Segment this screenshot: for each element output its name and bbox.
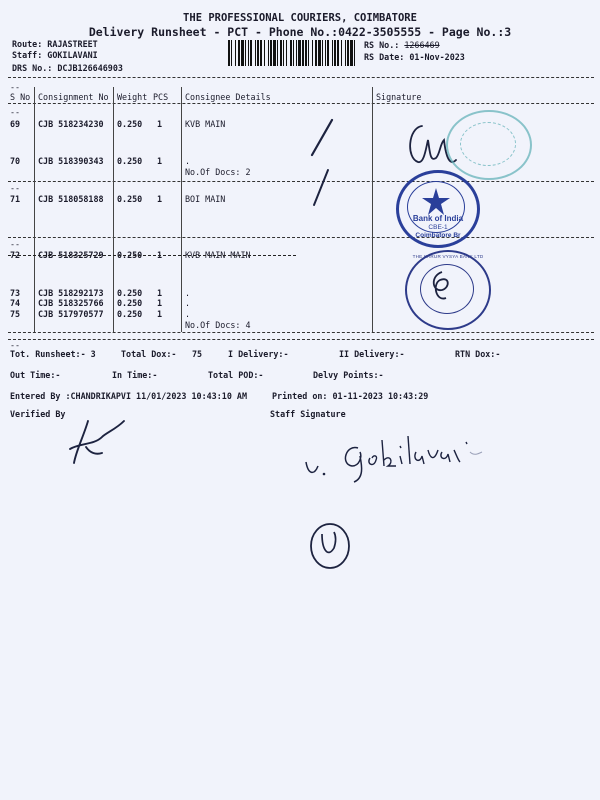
row-sno: 71 xyxy=(10,194,21,204)
barcode-bar xyxy=(228,40,230,66)
boi-stamp-branch: CBE-1 xyxy=(428,224,448,231)
row-pcs: 1 xyxy=(157,119,163,129)
double-dash: -- xyxy=(10,107,21,117)
total-dox-value: 75 xyxy=(192,349,203,359)
column-divider xyxy=(113,87,114,332)
barcode-bar xyxy=(250,40,252,66)
row-sno: 69 xyxy=(10,119,21,129)
barcode-bar xyxy=(327,40,329,66)
row-consignment: CJB 517970577 xyxy=(38,309,104,319)
staff-handwritten-signature xyxy=(300,422,490,492)
stamp-inner-ring xyxy=(460,122,516,166)
rs-number-label: RS No.: xyxy=(364,40,400,50)
i-delivery: I Delivery:- xyxy=(228,349,289,359)
row-details: . xyxy=(185,288,191,298)
barcode-bar xyxy=(238,40,240,66)
barcode-bar xyxy=(241,40,244,66)
rs-number-value: 1266469 xyxy=(404,40,440,50)
drs-number: DRS No.: DCJB126646903 xyxy=(12,63,123,73)
ii-delivery: II Delivery:- xyxy=(339,349,405,359)
row-consignment: CJB 518325766 xyxy=(38,298,104,308)
row-details: . xyxy=(185,156,191,166)
row-details: KVB MAIN MAIN xyxy=(185,250,251,260)
col-header-consignment: Consignment No xyxy=(38,92,109,102)
barcode-bar xyxy=(270,40,272,66)
circled-mark xyxy=(306,520,356,574)
row-note: No.Of Docs: 4 xyxy=(185,320,251,330)
printed-on: Printed on: 01-11-2023 10:43:29 xyxy=(272,391,429,401)
staff-label: Staff: GOKILAVANI xyxy=(12,50,98,60)
divider xyxy=(8,77,594,78)
row-pcs: 1 xyxy=(157,288,163,298)
double-dash: -- xyxy=(10,239,21,249)
col-header-sno: S No xyxy=(10,92,31,102)
column-divider xyxy=(34,87,35,332)
barcode-bar xyxy=(337,40,339,66)
barcode-bar xyxy=(308,40,309,66)
barcode-bar xyxy=(286,40,287,66)
barcode-bar xyxy=(245,40,246,66)
row-weight: 0.250 xyxy=(117,309,143,319)
delvy-points: Delvy Points:- xyxy=(313,370,384,380)
barcode-bar xyxy=(293,40,294,66)
row-sno: 72 xyxy=(10,250,21,260)
barcode-bar xyxy=(345,40,346,66)
barcode-bar xyxy=(277,40,278,66)
row-pcs: 1 xyxy=(157,250,163,260)
row-weight: 0.250 xyxy=(117,288,143,298)
barcode-bar xyxy=(334,40,336,66)
row-weight: 0.250 xyxy=(117,250,143,260)
barcode-bar xyxy=(296,40,297,66)
row-consignment: CJB 518234230 xyxy=(38,119,104,129)
row-weight: 0.250 xyxy=(117,194,143,204)
barcode-bar xyxy=(260,40,262,66)
barcode-bar xyxy=(231,40,232,66)
row-details: . xyxy=(185,309,191,319)
row-weight: 0.250 xyxy=(117,119,143,129)
barcode-bar xyxy=(312,40,313,66)
rs-number xyxy=(364,40,440,50)
barcode-bar xyxy=(280,40,282,66)
col-header-details: Consignee Details xyxy=(185,92,271,102)
barcode-bar xyxy=(257,40,259,66)
double-dash: -- xyxy=(10,183,21,193)
double-dash: -- xyxy=(10,82,21,92)
row-sno: 74 xyxy=(10,298,21,308)
divider xyxy=(8,103,594,104)
barcode-bar xyxy=(315,40,317,66)
divider xyxy=(8,237,594,238)
row-sno: 70 xyxy=(10,156,21,166)
barcode-bar xyxy=(298,40,301,66)
boi-stamp xyxy=(396,170,480,248)
entered-by: Entered By :CHANDRIKAPVI 11/01/2023 10:43:10 AM xyxy=(10,391,247,401)
row-consignment: CJB 518292173 xyxy=(38,288,104,298)
row-consignment: CJB 518390343 xyxy=(38,156,104,166)
company-title: THE PROFESSIONAL COURIERS, COIMBATORE xyxy=(183,12,417,24)
in-time: In Time:- xyxy=(112,370,158,380)
row-weight: 0.250 xyxy=(117,298,143,308)
rtn-dox: RTN Dox:- xyxy=(455,349,501,359)
row-pcs: 1 xyxy=(157,298,163,308)
row-consignment: CJB 518325729 xyxy=(38,250,104,260)
col-header-signature: Signature xyxy=(376,92,422,102)
barcode-bar xyxy=(332,40,333,66)
runsheet-subtitle: Delivery Runsheet - PCT - Phone No.:0422-3505555 - Page No.:3 xyxy=(88,25,512,39)
barcode-bar xyxy=(354,40,355,66)
rs-date: RS Date: 01-Nov-2023 xyxy=(364,52,465,62)
row-details: BOI MAIN xyxy=(185,194,226,204)
double-dash: -- xyxy=(10,340,21,350)
barcode-bar xyxy=(302,40,304,66)
column-divider xyxy=(181,87,182,332)
col-header-weight: Weight xyxy=(117,92,148,102)
tot-runsheet: Tot. Runsheet:- 3 xyxy=(10,349,96,359)
divider xyxy=(8,339,594,340)
row-pcs: 1 xyxy=(157,194,163,204)
pen-tick-marks xyxy=(300,115,360,215)
barcode-bar xyxy=(350,40,353,66)
barcode-bar xyxy=(268,40,269,66)
barcode-bar xyxy=(248,40,249,66)
col-header-pcs: PCS xyxy=(153,92,169,102)
row-sno: 75 xyxy=(10,309,21,319)
row-pcs: 1 xyxy=(157,156,163,166)
barcode xyxy=(228,40,358,66)
barcode-bar xyxy=(318,40,321,66)
row-weight: 0.250 xyxy=(117,156,143,166)
staff-signature-label: Staff Signature xyxy=(270,409,346,419)
star-icon xyxy=(421,187,451,217)
boi-stamp-city: Coimbatore Br xyxy=(415,232,461,239)
barcode-bar xyxy=(305,40,307,66)
row-sno: 73 xyxy=(10,288,21,298)
out-time: Out Time:- xyxy=(10,370,61,380)
barcode-bar xyxy=(322,40,323,66)
barcode-bar xyxy=(341,40,342,66)
barcode-bar xyxy=(325,40,326,66)
barcode-bar xyxy=(283,40,284,66)
boi-stamp-name: Bank of India xyxy=(412,214,464,223)
divider xyxy=(8,332,594,333)
barcode-bar xyxy=(347,40,349,66)
route-label: Route: RAJASTREET xyxy=(12,39,98,49)
kvb-stamp-teal xyxy=(446,110,532,180)
total-pod: Total POD:- xyxy=(208,370,264,380)
barcode-bar xyxy=(264,40,265,66)
barcode-bar xyxy=(235,40,236,66)
strikethrough-line xyxy=(8,255,296,256)
barcode-bar xyxy=(290,40,292,66)
total-dox-label: Total Dox:- xyxy=(121,349,177,359)
row-details: KVB MAIN xyxy=(185,119,226,129)
row-details: . xyxy=(185,298,191,308)
barcode-bar xyxy=(273,40,276,66)
kvb-stamp-text: THE KARUR VYSYA BANK LTD xyxy=(412,254,484,259)
column-divider xyxy=(372,87,373,332)
scribble-signature xyxy=(418,262,468,312)
row-consignment: CJB 518058188 xyxy=(38,194,104,204)
barcode-bar xyxy=(255,40,256,66)
verified-signature xyxy=(66,415,136,475)
verified-by: Verified By xyxy=(10,409,66,419)
row-pcs: 1 xyxy=(157,309,163,319)
row-note: No.Of Docs: 2 xyxy=(185,167,251,177)
